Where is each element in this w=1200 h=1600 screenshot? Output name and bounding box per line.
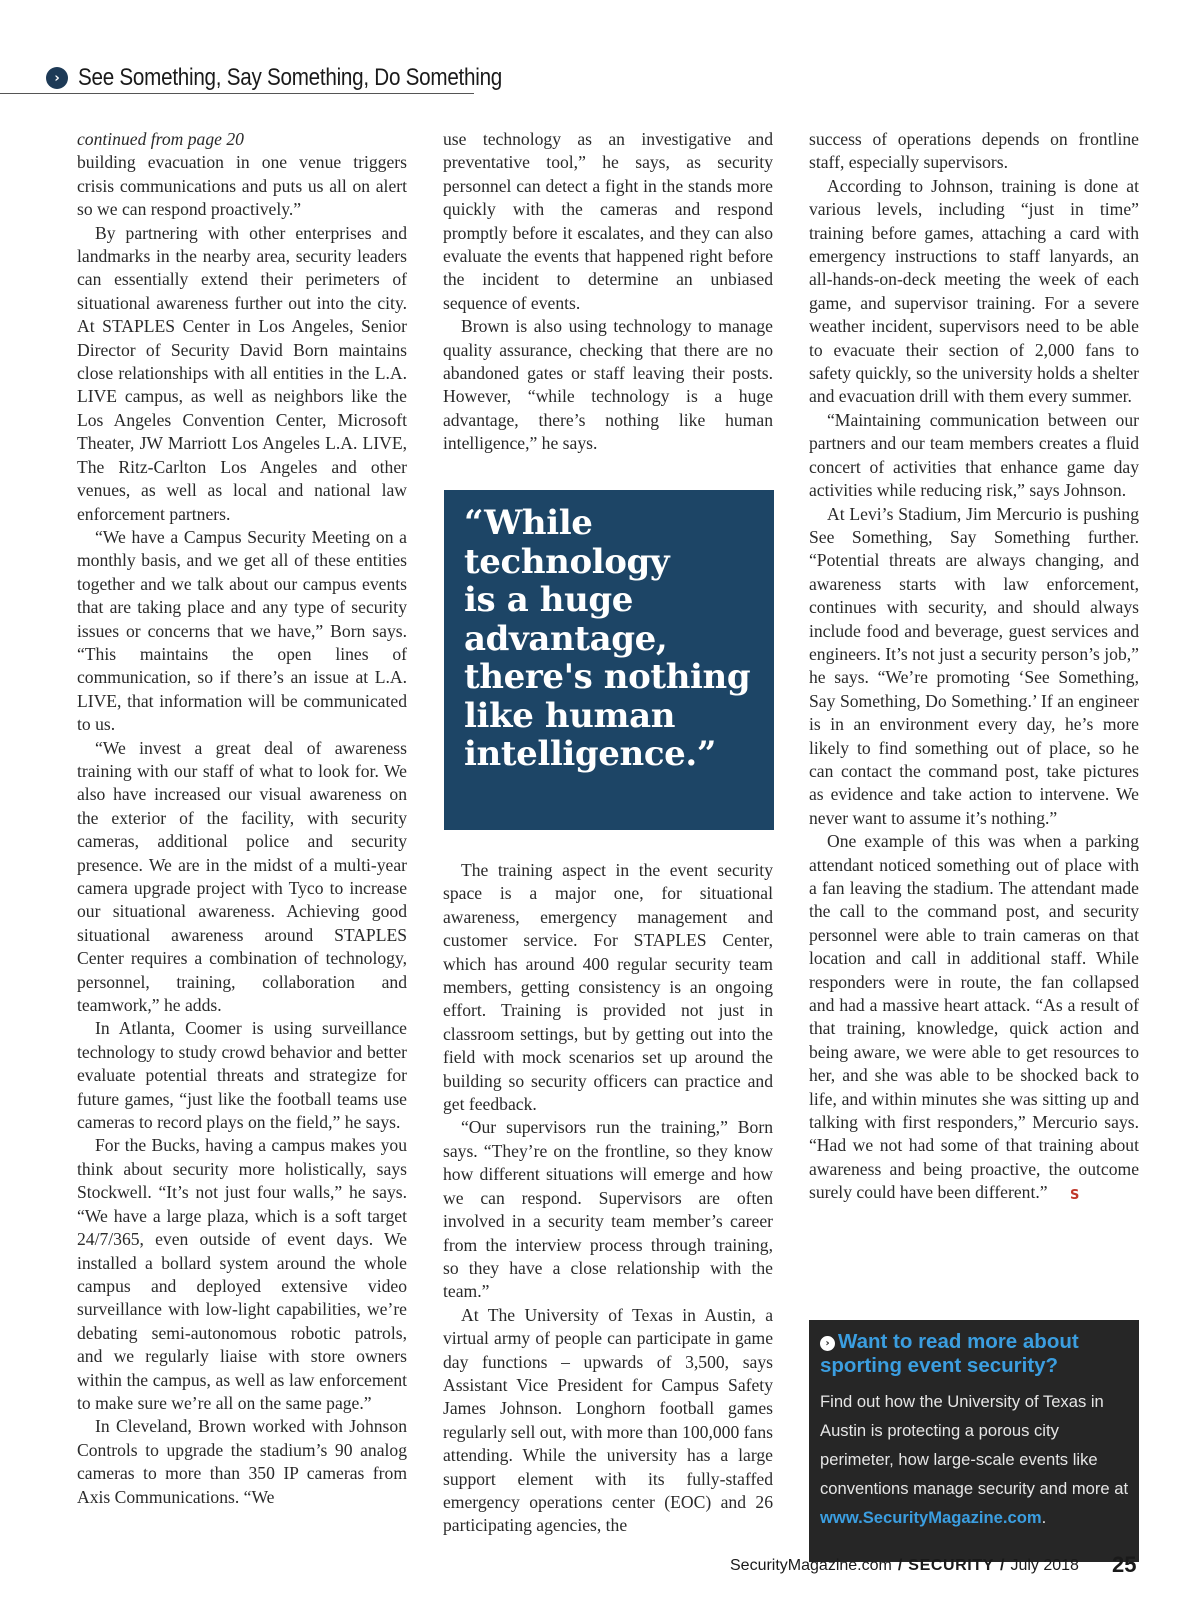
footer-brand: SECURITY	[908, 1557, 994, 1574]
section-title: See Something, Say Something, Do Something	[78, 64, 503, 91]
promo-link[interactable]: www.SecurityMagazine.com	[820, 1508, 1042, 1527]
paragraph: use technology as an investigative and preventative tool,” he says, as security personnel can detect a fight in the stands more quickly with the cameras and respond promptly before it escalates, and they can also evaluate the events that happened right before the incident to determine an unbiased sequence of events.	[443, 129, 773, 313]
promo-tail: .	[1041, 1508, 1047, 1527]
promo-body	[820, 1387, 1129, 1532]
pull-quote	[444, 490, 774, 830]
paragraph: building evacuation in one venue triggers crisis communications and puts us all on alert so we can respond proactively.”	[77, 152, 407, 220]
paragraph: “We have a Campus Security Meeting on a monthly basis, and we get all of these entities together and we talk about our campus events that are taking place and any type of security issues or concerns that we have,” Born says. “This maintains the open lines of communication, so if there’s an issue at L.A. LIVE, that information will be communicated to us.	[77, 526, 407, 735]
promo-box	[809, 1320, 1139, 1562]
paragraph: The training aspect in the event security space is a major one, for situational awareness, emergency management and customer service. For STAPLES Center, which has around 400 regular security team members, getting consistency is an ongoing effort. Training is provided not just in classroom settings, but by getting out into the field with mock scenarios set up around the building so security officers can practice and get feedback.	[443, 860, 773, 1115]
article-column-3	[809, 128, 1139, 1205]
article-column-2-top	[443, 128, 773, 456]
paragraph: At Levi’s Stadium, Jim Mercurio is pushing See Something, Say Something further. “Potential threats are always changing, and awareness starts with law enforcement, continues with security, and should always include food and beverage, guest services and engineers. It’s not just a security person’s job,” he says. “We’re promoting ‘See Something, Say Something, Do Something.’ If an engineer is in an environment every day, he’s more likely to find something out of place, so he can contact the command post, take pictures as evidence and take action to intervene. We never want to assume it’s nothing.”	[809, 503, 1139, 828]
header-rule	[0, 93, 474, 94]
page-number: 25	[1112, 1552, 1137, 1577]
pull-quote-line: like human	[464, 695, 676, 736]
section-header	[46, 64, 571, 92]
pull-quote-line: is a huge	[464, 580, 634, 620]
pull-quote-line: technology	[464, 541, 670, 582]
promo-body-text: Find out how the University of Texas in Austin is protecting a porous city perimeter, how large-scale events like conventions manage security and more at	[820, 1392, 1129, 1498]
paragraph: By partnering with other enterprises and landmarks in the nearby area, security leaders can essentially extend their perimeters of situational awareness further out into the city. At STAPLES Center in Los Angeles, Senior Director of Security David Born maintains close relationships with all entities in the L.A. LIVE campus, as well as neighbors like the Los Angeles Convention Center, Microsoft Theater, JW Marriott Los Angeles L.A. LIVE, The Ritz-Carlton Los Angeles and other venues, as well as local and national law enforcement partners.	[77, 222, 407, 524]
pull-quote-line: intelligence.”	[464, 734, 716, 774]
promo-heading	[820, 1330, 1129, 1378]
paragraph: “We invest a great deal of awareness training with our staff of what to look for. We also have increased our visual awareness on the exterior of the facility, with security cameras, additional police and security presence. We are in the midst of a multi-year camera upgrade project with Tyco to increase our situational awareness. Achieving good situational awareness around STAPLES Center requires a combination of technology, personnel, training, collaboration and teamwork,” he adds.	[77, 737, 407, 1016]
footer-date: July 2018	[1010, 1557, 1079, 1574]
article-column-1	[77, 128, 407, 1509]
paragraph: In Cleveland, Brown worked with Johnson Controls to upgrade the stadium’s 90 analog cameras to more than 350 IP cameras from Axis Communications. “We	[77, 1416, 407, 1507]
chevron-right-icon: ›	[820, 1336, 835, 1351]
pull-quote-line: there's nothing	[464, 657, 751, 697]
paragraph: According to Johnson, training is done at various levels, including “just in time” training before games, attaching a card with emergency instructions to staff lanyards, an all-hands-on-deck meeting the week of each game, and supervisor training. For a severe weather incident, supervisors need to be able to evacuate their section of 2,000 fans to safety quickly, so the university holds a shelter and evacuation drill with them every summer.	[809, 175, 1139, 407]
paragraph-text: One example of this was when a parking attendant noticed something out of place with a fan leaving the stadium. The attendant made the call to the command post, and security personnel were able to train cameras on that location and call in additional staff. While responders were in route, the fan collapsed and had a massive heart attack. “As a result of that training, knowledge, quick action and being aware, we were able to get resources to her, and she was able to be shocked back to life, and within minutes she was sitting up and talking with first responders,” Mercurio says. “Had we not had some of that training about awareness and being proactive, the outcome surely could have been different.”	[809, 831, 1139, 1203]
end-mark-icon: S	[1069, 1188, 1080, 1204]
promo-heading-text: Want to read more about sporting event security?	[820, 1330, 1079, 1377]
footer-site: SecurityMagazine.com	[730, 1557, 892, 1574]
chevron-right-icon: ›	[46, 67, 68, 89]
article-column-2-bottom	[443, 859, 773, 1538]
paragraph: success of operations depends on frontline staff, especially supervisors.	[809, 129, 1139, 173]
continued-note: continued from page 20	[77, 129, 244, 149]
paragraph: At The University of Texas in Austin, a virtual army of people can participate in game day functions – upwards of 3,500, says Assistant Vice President for Campus Safety James Johnson. Longhorn football games regularly sell out, with more than 100,000 fans attending. While the university has a large support element with its fully-staffed emergency operations center (EOC) and 26 participating agencies, the	[443, 1304, 773, 1536]
footer-separator: /	[1000, 1557, 1005, 1574]
paragraph: Brown is also using technology to manage quality assurance, checking that there are no abandoned gates or staff leaving their posts. However, “while technology is a huge advantage, there’s nothing like human intelligence,” he says.	[443, 316, 773, 454]
pull-quote-line: advantage,	[464, 618, 668, 659]
paragraph: “Maintaining communication between our partners and our team members creates a fluid concert of activities that enhance game day activities while reducing risk,” says Johnson.	[809, 409, 1139, 501]
page-footer	[730, 1557, 1079, 1575]
footer-separator: /	[897, 1557, 903, 1574]
paragraph	[809, 830, 1139, 1205]
paragraph: “Our supervisors run the training,” Born says. “They’re on the frontline, so they know how different situations will emerge and how we can respond. Supervisors are often involved in a security team member’s career from the interview process through training, so they have a close relationship with the team.”	[443, 1117, 773, 1302]
pull-quote-line: “While	[464, 503, 593, 543]
paragraph: For the Bucks, having a campus makes you think about security more holistically, says Stockwell. “It’s not just four walls,” he says. “We have a large plaza, which is a soft target 24/7/365, even outside of event days. We installed a bollard system around the whole campus and deployed extensive video surveillance with low-light capabilities, we’re debating semi-autonomous robotic patrols, and we regularly liaise with store owners within the campus, as well as law enforcement to make sure we’re all on the same page.”	[77, 1135, 407, 1413]
paragraph: In Atlanta, Coomer is using surveillance technology to study crowd behavior and better evaluate potential threats and strategize for future games, “just like the football teams use cameras to record plays on the field,” he says.	[77, 1018, 407, 1133]
